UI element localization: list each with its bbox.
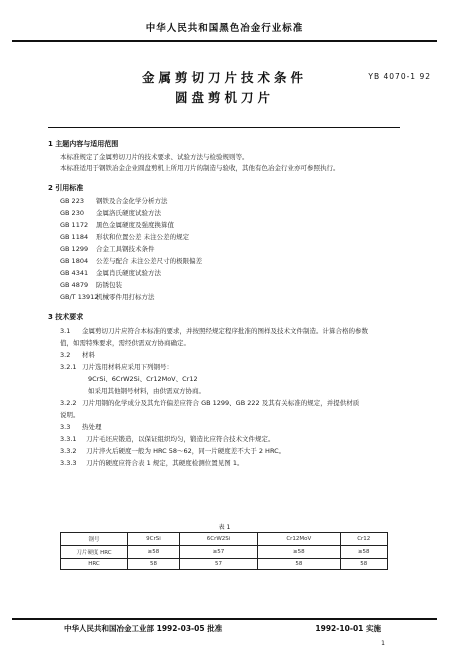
reference-name: 形状和位置公差 未注公差的规定 bbox=[96, 233, 190, 241]
reference-name: 机械零件用打标方法 bbox=[96, 293, 155, 301]
clause-text: 说明。 bbox=[60, 411, 80, 419]
clause-number: 3.3.2 bbox=[60, 447, 77, 455]
table-cell: 9CrSi bbox=[128, 533, 180, 546]
clause-text: 值，如需特殊要求，需经供需双方协商确定。 bbox=[60, 339, 190, 347]
reference-code: GB 230 bbox=[60, 209, 84, 217]
clause-text: 金属剪切刀片应符合本标准的要求，并按照经规定程序批准的图样及技术文件制造。计算合格的参数 bbox=[82, 327, 368, 335]
table-1-title: 表 1 bbox=[218, 524, 231, 531]
clause-text: 刀片的硬度应符合表 1 规定，其硬度检测位置见图 1。 bbox=[86, 459, 244, 467]
header-rule bbox=[12, 40, 437, 42]
table-cell: 57 bbox=[179, 559, 257, 570]
clause-line bbox=[60, 446, 285, 455]
table-cell: ≥57 bbox=[179, 546, 257, 559]
clause-line bbox=[60, 410, 80, 419]
reference-code: GB 1184 bbox=[60, 233, 89, 241]
table-cell: ≥58 bbox=[340, 546, 387, 559]
table-cell: Cr12MoV bbox=[258, 533, 340, 546]
clause-line bbox=[88, 374, 198, 383]
clause-number: 3.2.2 bbox=[60, 399, 77, 407]
table-cell: 钢号 bbox=[61, 533, 128, 546]
table-cell: ≥58 bbox=[258, 546, 340, 559]
reference-code: GB 4879 bbox=[60, 281, 89, 289]
section-1-heading: 1 主题内容与适用范围 bbox=[48, 140, 119, 148]
clause-line bbox=[88, 386, 205, 395]
reference-item bbox=[60, 220, 174, 229]
clause-number: 3.2 bbox=[60, 351, 71, 359]
table-cell: 6CrW2Si bbox=[179, 533, 257, 546]
clause-line bbox=[60, 338, 190, 347]
section-3-heading: 3 技术要求 bbox=[48, 313, 84, 321]
reference-code: GB 1299 bbox=[60, 245, 89, 253]
issuing-org: 中华人民共和国黑色冶金行业标准 bbox=[145, 23, 304, 34]
clause-line bbox=[60, 326, 368, 335]
reference-code: GB 1804 bbox=[60, 257, 89, 265]
standard-number: YB 4070-1 92 bbox=[368, 72, 431, 81]
reference-name: 公差与配合 未注公差尺寸的极限偏差 bbox=[96, 257, 203, 265]
reference-name: 钢铁及合金化学分析方法 bbox=[96, 197, 168, 205]
reference-item bbox=[60, 292, 155, 301]
table-cell: 刀片硬度 HRC bbox=[61, 546, 128, 559]
table-cell: 58 bbox=[340, 559, 387, 570]
section-2-heading: 2 引用标准 bbox=[48, 184, 84, 192]
reference-item bbox=[60, 208, 161, 217]
table-cell: 58 bbox=[128, 559, 180, 570]
reference-item bbox=[60, 232, 189, 241]
reference-name: 金属洛氏硬度试验方法 bbox=[96, 209, 161, 217]
clause-text: 9CrSi、6CrW2Si、Cr12MoV、Cr12 bbox=[88, 375, 198, 383]
reference-item bbox=[60, 256, 202, 265]
page-number: 1 bbox=[381, 640, 385, 647]
reference-name: 黑色金属硬度及强度换算值 bbox=[96, 221, 174, 229]
reference-code: GB 4341 bbox=[60, 269, 89, 277]
clause-number: 3.3.1 bbox=[60, 435, 77, 443]
table-row bbox=[61, 559, 388, 570]
section-1-text: 本标准适用于钢铁冶金企业圆盘剪机上所用刀片的制造与验收，其他有色冶金行业亦可参照执行。 bbox=[60, 164, 340, 172]
clause-line bbox=[60, 458, 243, 467]
clause-number: 3.3.3 bbox=[60, 459, 77, 467]
reference-name: 合金工具钢技术条件 bbox=[96, 245, 155, 253]
title-rule bbox=[48, 127, 400, 128]
section-1-text: 本标准规定了金属剪切刀片的技术要求、试验方法与检验规则等。 bbox=[60, 153, 249, 161]
table-cell: HRC bbox=[61, 559, 128, 570]
clause-text: 刀片毛坯应锻造，以保证组织均匀，锻造比应符合技术文件规定。 bbox=[86, 435, 275, 443]
hardness-table bbox=[60, 532, 388, 570]
clause-number: 3.2.1 bbox=[60, 363, 77, 371]
clause-line bbox=[60, 350, 95, 359]
clause-text: 热处理 bbox=[82, 423, 102, 431]
table-cell: Cr12 bbox=[340, 533, 387, 546]
clause-line bbox=[60, 422, 102, 431]
table-row bbox=[61, 546, 388, 559]
clause-text: 如采用其他钢号材料，由供需双方协商。 bbox=[88, 387, 205, 395]
table-row bbox=[61, 533, 388, 546]
implementation-date: 1992-10-01 实施 bbox=[315, 624, 381, 633]
clause-line bbox=[60, 362, 173, 371]
table-cell: ≥58 bbox=[128, 546, 180, 559]
approval-info: 中华人民共和国冶金工业部 1992-03-05 批准 bbox=[64, 624, 223, 633]
clause-text: 刀片淬火后硬度一般为 HRC 58～62，同一片硬度差不大于 2 HRC。 bbox=[86, 447, 286, 455]
clause-line bbox=[60, 434, 275, 443]
reference-item bbox=[60, 244, 155, 253]
table-cell: 58 bbox=[258, 559, 340, 570]
reference-item bbox=[60, 280, 122, 289]
footer-rule bbox=[12, 618, 437, 620]
reference-code: GB 223 bbox=[60, 197, 84, 205]
reference-code: GB 1172 bbox=[60, 221, 89, 229]
doc-title: 金属剪切刀片技术条件 bbox=[141, 70, 307, 85]
reference-item bbox=[60, 268, 161, 277]
reference-code: GB/T 13912 bbox=[60, 293, 99, 301]
clause-text: 材料 bbox=[82, 351, 95, 359]
doc-subtitle: 圆盘剪机刀片 bbox=[174, 90, 274, 105]
clause-number: 3.3 bbox=[60, 423, 71, 431]
clause-text: 刀片用钢的化学成分及其允许偏差应符合 GB 1299、GB 222 及其有关标准的规定，并提供材质 bbox=[82, 399, 360, 407]
clause-number: 3.1 bbox=[60, 327, 71, 335]
reference-name: 防锈包装 bbox=[96, 281, 122, 289]
reference-name: 金属肖氏硬度试验方法 bbox=[96, 269, 161, 277]
clause-line bbox=[60, 398, 359, 407]
reference-item bbox=[60, 196, 168, 205]
clause-text: 刀片选用材料应采用下列钢号： bbox=[82, 363, 173, 371]
